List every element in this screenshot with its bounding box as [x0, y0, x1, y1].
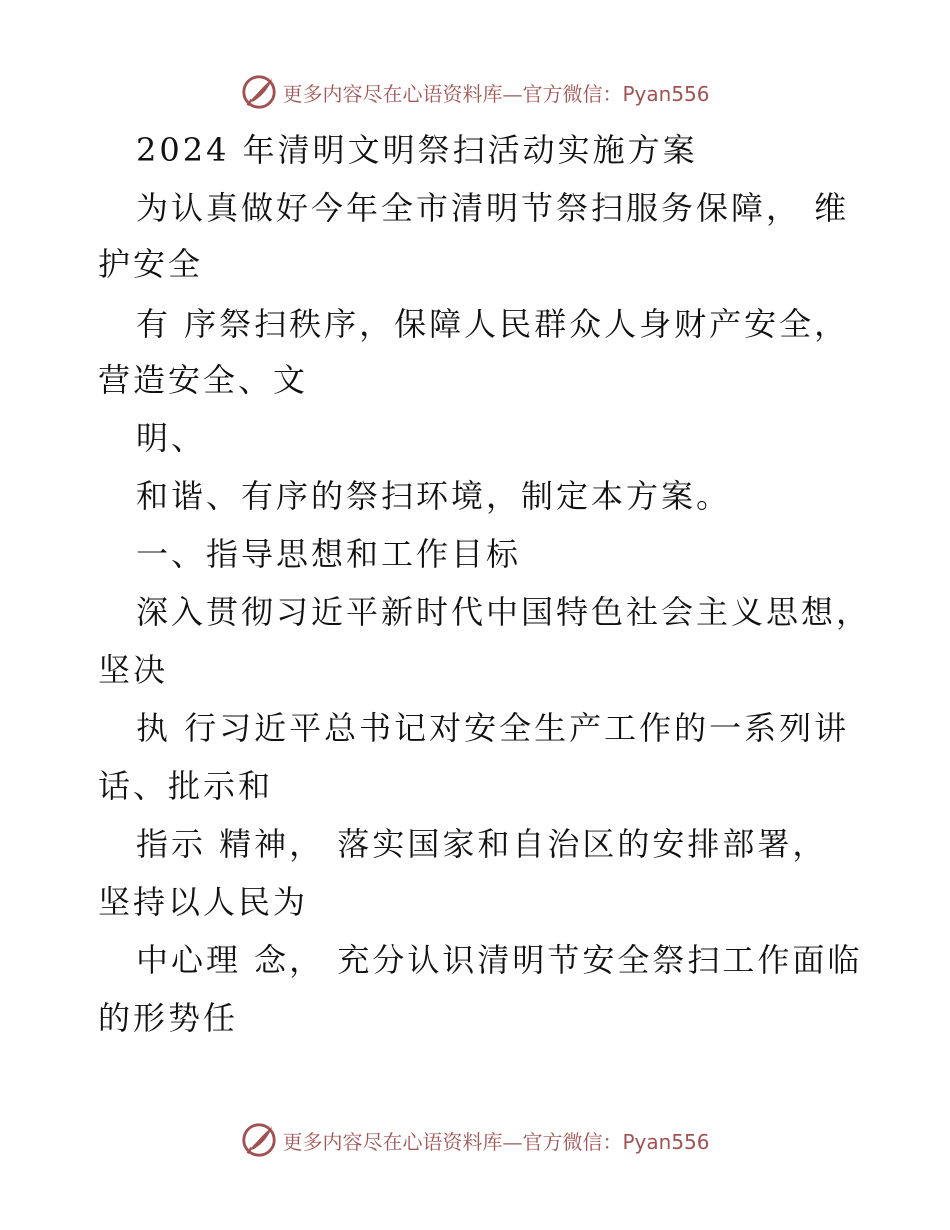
- paragraph-line: 护安全: [98, 245, 204, 283]
- paragraph-line: 坚持以人民为: [98, 883, 309, 921]
- section-heading: 一、指导思想和工作目标: [136, 535, 522, 573]
- quill-logo-icon: [240, 73, 278, 111]
- paragraph-line: 和谐、有序的祭扫环境，制定本方案。: [136, 477, 732, 515]
- paragraph-line: 的形势任: [98, 999, 239, 1037]
- paragraph-line: 中心理 念， 充分认识清明节安全祭扫工作面临: [136, 941, 863, 979]
- paragraph-line: 深入贯彻习近平新时代中国特色社会主义思想，: [136, 593, 872, 631]
- paragraph-line: 为认真做好今年全市清明节祭扫服务保障， 维: [136, 189, 850, 227]
- paragraph-line: 指示 精神， 落实国家和自治区的安排部署，: [136, 825, 828, 863]
- banner-text: [282, 78, 709, 107]
- paragraph-line: 坚决: [98, 651, 169, 689]
- header-banner: [0, 72, 950, 112]
- banner-label: 更多内容尽在心语资料库—官方微信：: [282, 81, 623, 106]
- banner-text: [282, 1126, 709, 1155]
- wechat-id: Pyan556: [622, 81, 710, 106]
- document-title: 2024 年清明文明祭扫活动实施方案: [136, 131, 698, 169]
- quill-logo-icon: [240, 1121, 278, 1159]
- wechat-id: Pyan556: [622, 1129, 710, 1154]
- paragraph-line: 执 行习近平总书记对安全生产工作的一系列讲: [136, 709, 850, 747]
- footer-banner: [0, 1120, 950, 1160]
- paragraph-line: 有 序祭扫秩序，保障人民群众人身财产安全，: [136, 305, 850, 343]
- paragraph-line: 营造安全、文: [98, 361, 309, 399]
- banner-label: 更多内容尽在心语资料库—官方微信：: [282, 1129, 623, 1154]
- paragraph-line: 话、批示和: [98, 767, 274, 805]
- paragraph-line: 明、: [136, 419, 207, 457]
